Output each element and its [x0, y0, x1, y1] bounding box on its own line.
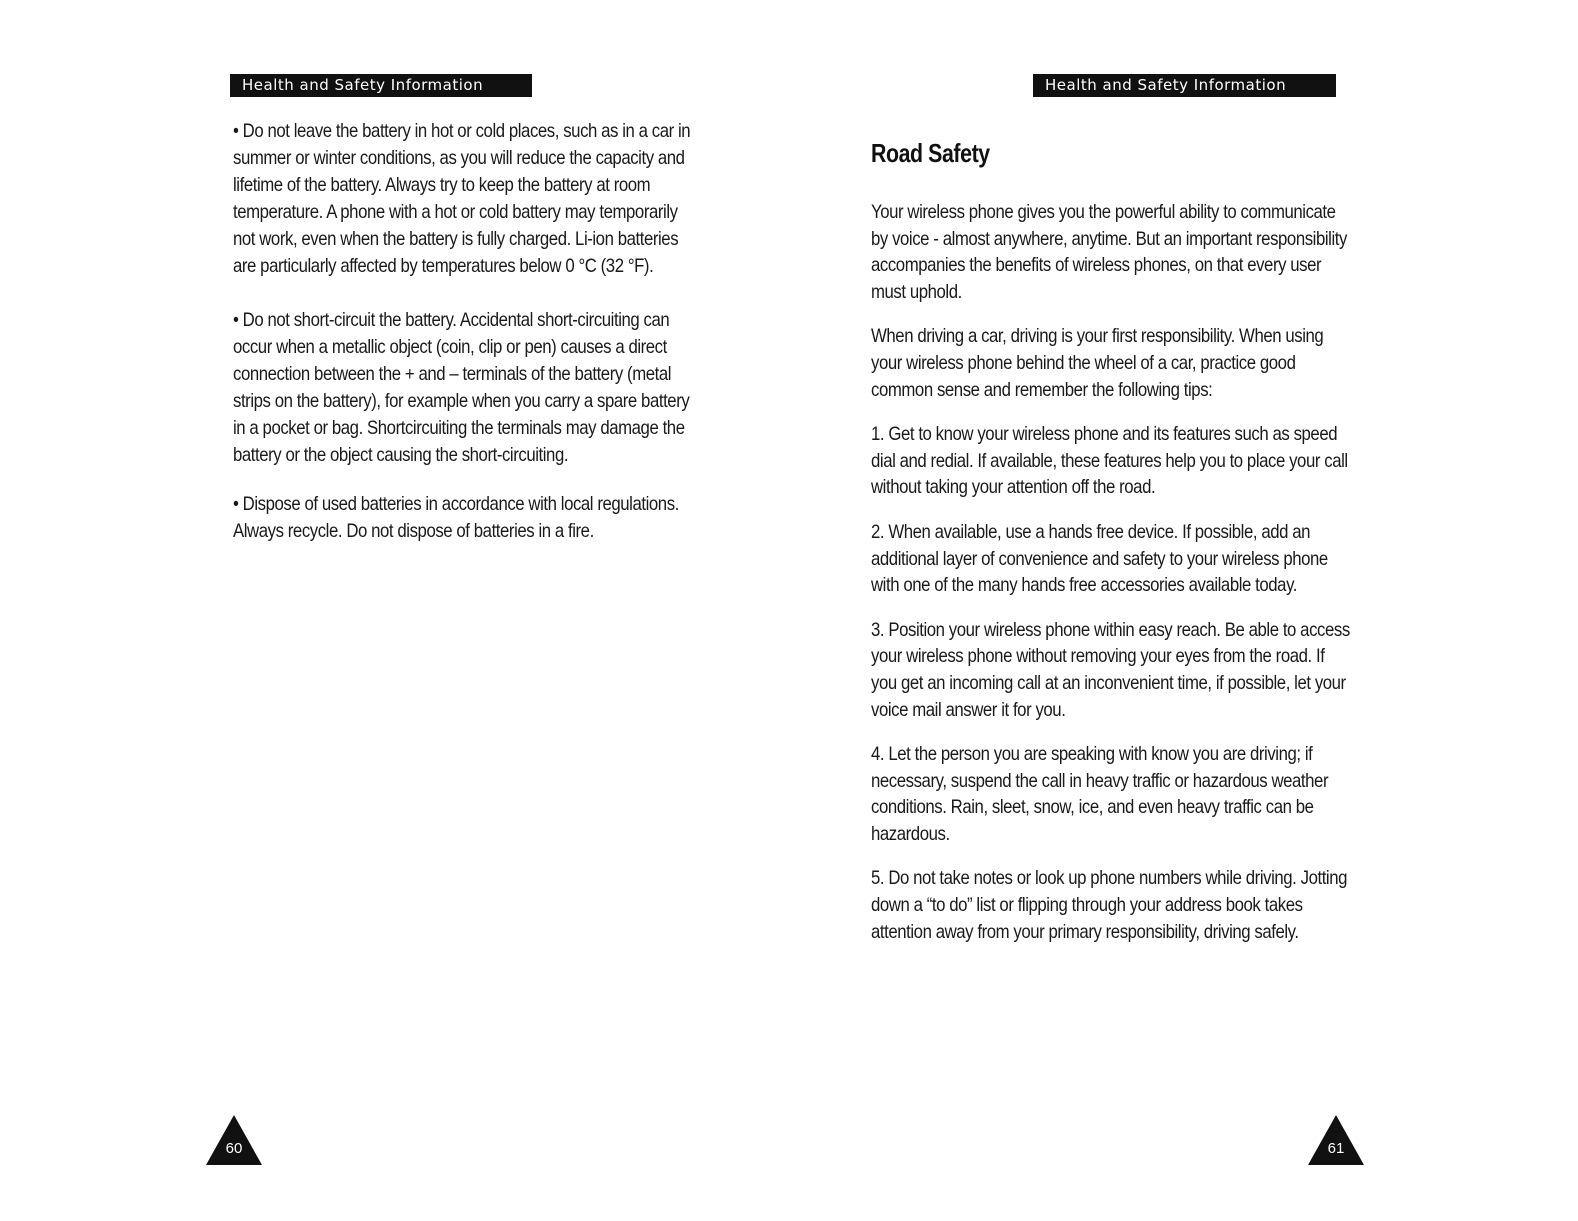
page-number-badge [1306, 1113, 1366, 1167]
page-number: 60 [225, 1140, 243, 1157]
tip-item: 1. Get to know your wireless phone and its features such as speed dial and redial. If available, these features help you to place your call without taking your attention off the road. [871, 423, 1348, 499]
paragraph: Your wireless phone gives you the powerful ability to communicate by voice - almost anywhere, anytime. But an important responsibility accompanies the benefits of wireless phones, on that every user must uphold. [871, 201, 1347, 303]
tip-item: 3. Position your wireless phone within easy reach. Be able to access your wireless phone without removing your eyes from the road. If you get an incoming call at an inconvenient time, if possible, let your voice mail answer it for you. [871, 618, 1350, 721]
paragraph: • Dispose of used batteries in accordance with local regulations. Always recycle. Do not dispose of batteries in a fire. [233, 493, 679, 542]
section-header: Health and Safety Information [230, 74, 532, 97]
paragraph: When driving a car, driving is your first responsibility. When using your wireless phone behind the wheel of a car, practice good common sense and remember the following tips: [871, 325, 1324, 401]
page-number: 61 [1327, 1140, 1345, 1157]
right-page [789, 0, 1578, 1221]
paragraph: • Do not leave the battery in hot or cold places, such as in a car in summer or winter conditions, as you will reduce the capacity and lifetime of the battery. Always try to keep the battery at room temperature. A phone with a hot or cold battery may temporarily not work, even when the battery is fully charged. Li-ion batteries are particularly affected by temperatures below 0 °C (32 °F). [233, 120, 691, 277]
paragraph: • Do not short-circuit the battery. Accidental short-circuiting can occur when a metallic object (coin, clip or pen) causes a direct connection between the + and – terminals of the battery (metal strips on the battery), for example when you carry a spare battery in a pocket or bag. Shortcircuiting the terminals may damage the battery or the object causing the short-circuiting. [233, 309, 690, 466]
page-title: Road Safety [871, 138, 990, 168]
page-number-badge [204, 1113, 264, 1167]
left-body [233, 118, 697, 572]
tip-item: 5. Do not take notes or look up phone numbers while driving. Jotting down a “to do” list or flipping through your address book takes attention away from your primary responsibility, driving safely. [871, 867, 1348, 943]
section-header: Health and Safety Information [1033, 74, 1336, 97]
tip-item: 2. When available, use a hands free device. If possible, add an additional layer of convenience and safety to your wireless phone with one of the many hands free accessories available today. [871, 520, 1328, 597]
right-body [871, 199, 1353, 963]
tip-item: 4. Let the person you are speaking with know you are driving; if necessary, suspend the call in heavy traffic or hazardous weather conditions. Rain, sleet, snow, ice, and even heavy traffic can be hazardous. [871, 743, 1329, 845]
